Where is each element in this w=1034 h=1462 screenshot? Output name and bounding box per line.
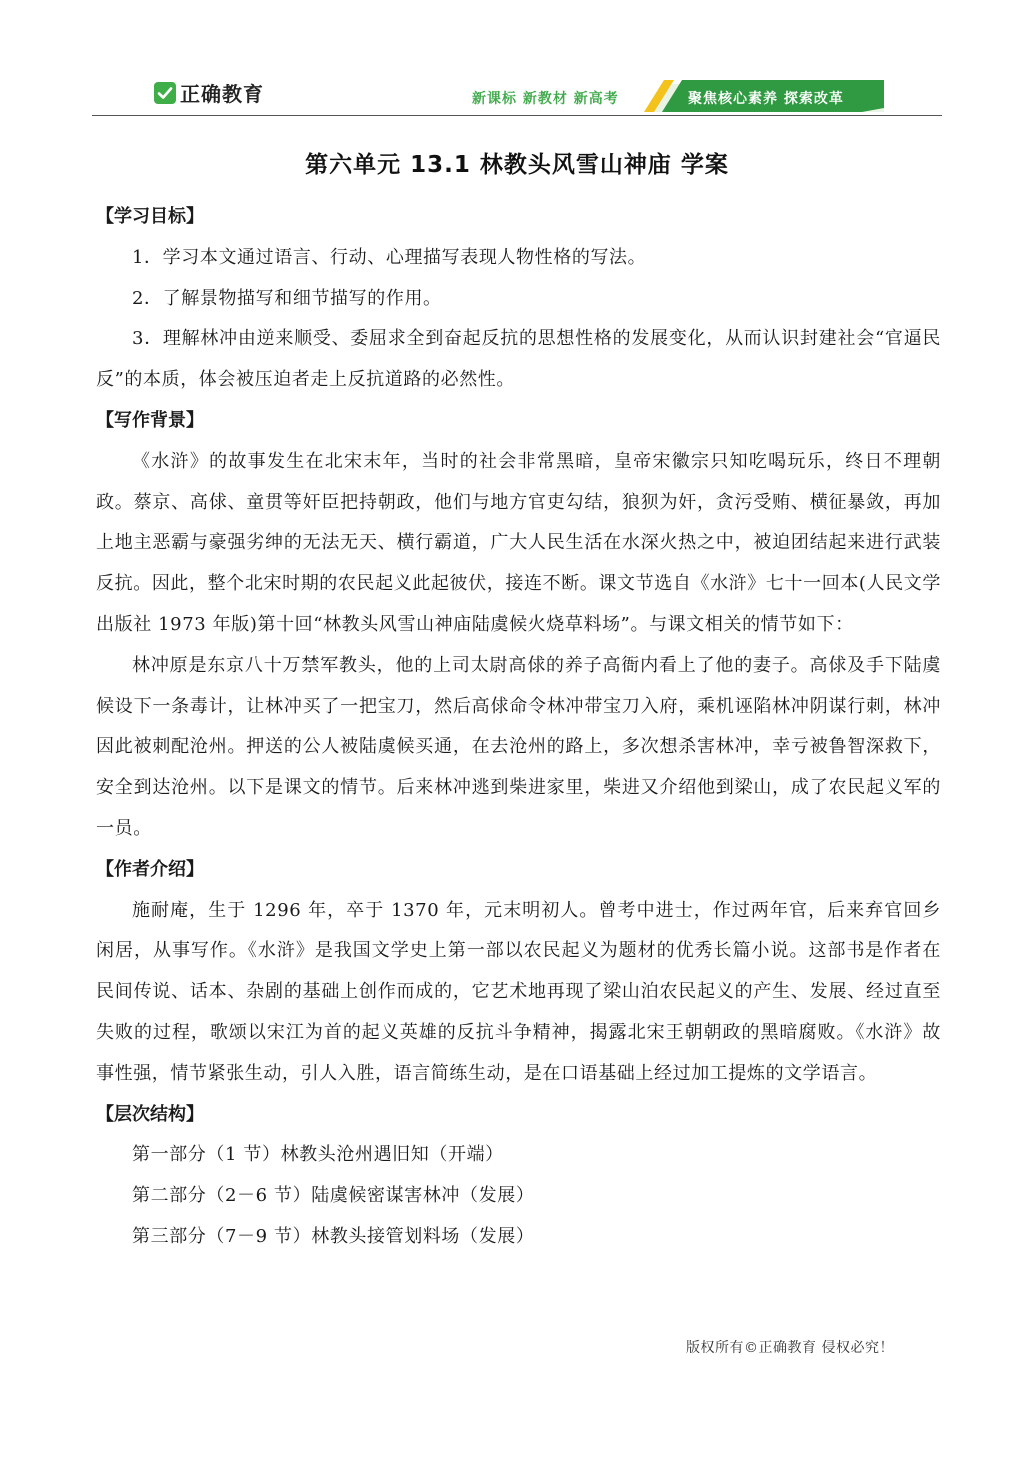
brand-logo (154, 78, 264, 107)
goal-item: 2．了解景物描写和细节描写的作用。 (132, 287, 442, 309)
section-heading-author: 【作者介绍】 (96, 858, 204, 880)
background-paragraph: 《水浒》的故事发生在北宋末年，当时的社会非常黑暗，皇帝宋徽宗只知吃喝玩乐，终日不理朝政。蔡京、高俅、童贯等奸臣把持朝政，他们与地方官吏勾结，狼狈为奸，贪污受贿、横征暴敛，再加上地主恶霸与豪强劣绅的无法无天、横行霸道，广大人民生活在水深火热之中，被迫团结起来进行武装反抗。因此，整个北宋时期的农民起义此起彼伏，接连不断。课文节选自《水浒》七十一回本(人民文学出版社 1973 年版)第十回“林教头风雪山神庙陆虞候火烧草料场”。与课文相关的情节如下： (96, 450, 941, 635)
goal-item: 3．理解林冲由逆来顺受、委屈求全到奋起反抗的思想性格的发展变化，从而认识封建社会“官逼民反”的本质，体会被压迫者走上反抗道路的必然性。 (96, 328, 941, 391)
document-body (96, 197, 941, 1258)
structure-item: 第一部分（1 节）林教头沧州遇旧知（开端） (132, 1144, 504, 1166)
page-title: 第六单元 13.1 林教头风雪山神庙 学案 (305, 152, 729, 178)
structure-item: 第三部分（7－9 节）林教头接管划料场（发展） (132, 1225, 535, 1247)
copyright-notice: 版权所有©正确教育 侵权必究！ (686, 1340, 894, 1356)
section-heading-goals: 【学习目标】 (96, 206, 204, 227)
section-heading-structure: 【层次结构】 (96, 1103, 204, 1125)
page-header (92, 72, 942, 116)
header-divider (92, 115, 942, 116)
author-paragraph: 施耐庵，生于 1296 年，卒于 1370 年，元末明初人。曾考中进士，作过两年官，后来弃官回乡闲居，从事写作。《水浒》是我国文学史上第一部以农民起义为题材的优秀长篇小说。这部书是作者在民间传说、话本、杂剧的基础上创作而成的，它艺术地再现了梁山泊农民起义的产生、发展、经过直至失败的过程，歌颂以宋江为首的起义英雄的反抗斗争精神，揭露北宋王朝朝政的黑暗腐败。《水浒》故事性强，情节紧张生动，引人入胜，语言简练生动，是在口语基础上经过加工提炼的文学语言。 (96, 899, 941, 1084)
checkmark-icon (154, 82, 176, 104)
structure-item: 第二部分（2－6 节）陆虞候密谋害林冲（发展） (132, 1185, 535, 1207)
section-heading-background: 【写作背景】 (96, 409, 204, 431)
brand-name: 正确教育 (180, 82, 264, 106)
goal-item: 1．学习本文通过语言、行动、心理描写表现人物性格的写法。 (132, 246, 647, 268)
slogan-core-literacy: 聚焦核心素养 探索改革 (688, 91, 844, 107)
slogan-new-curriculum: 新课标 新教材 新高考 (472, 91, 619, 107)
background-paragraph: 林冲原是东京八十万禁军教头，他的上司太尉高俅的养子高衙内看上了他的妻子。高俅及手下陆虞候设下一条毒计，让林冲买了一把宝刀，然后高俅命令林冲带宝刀入府，乘机诬陷林冲阴谋行刺，林冲因此被刺配沧州。押送的公人被陆虞候买通，在去沧州的路上，多次想杀害林冲，幸亏被鲁智深救下，安全到达沧州。以下是课文的情节。后来林冲逃到柴进家里，柴进又介绍他到梁山，成了农民起义军的一员。 (96, 654, 941, 839)
